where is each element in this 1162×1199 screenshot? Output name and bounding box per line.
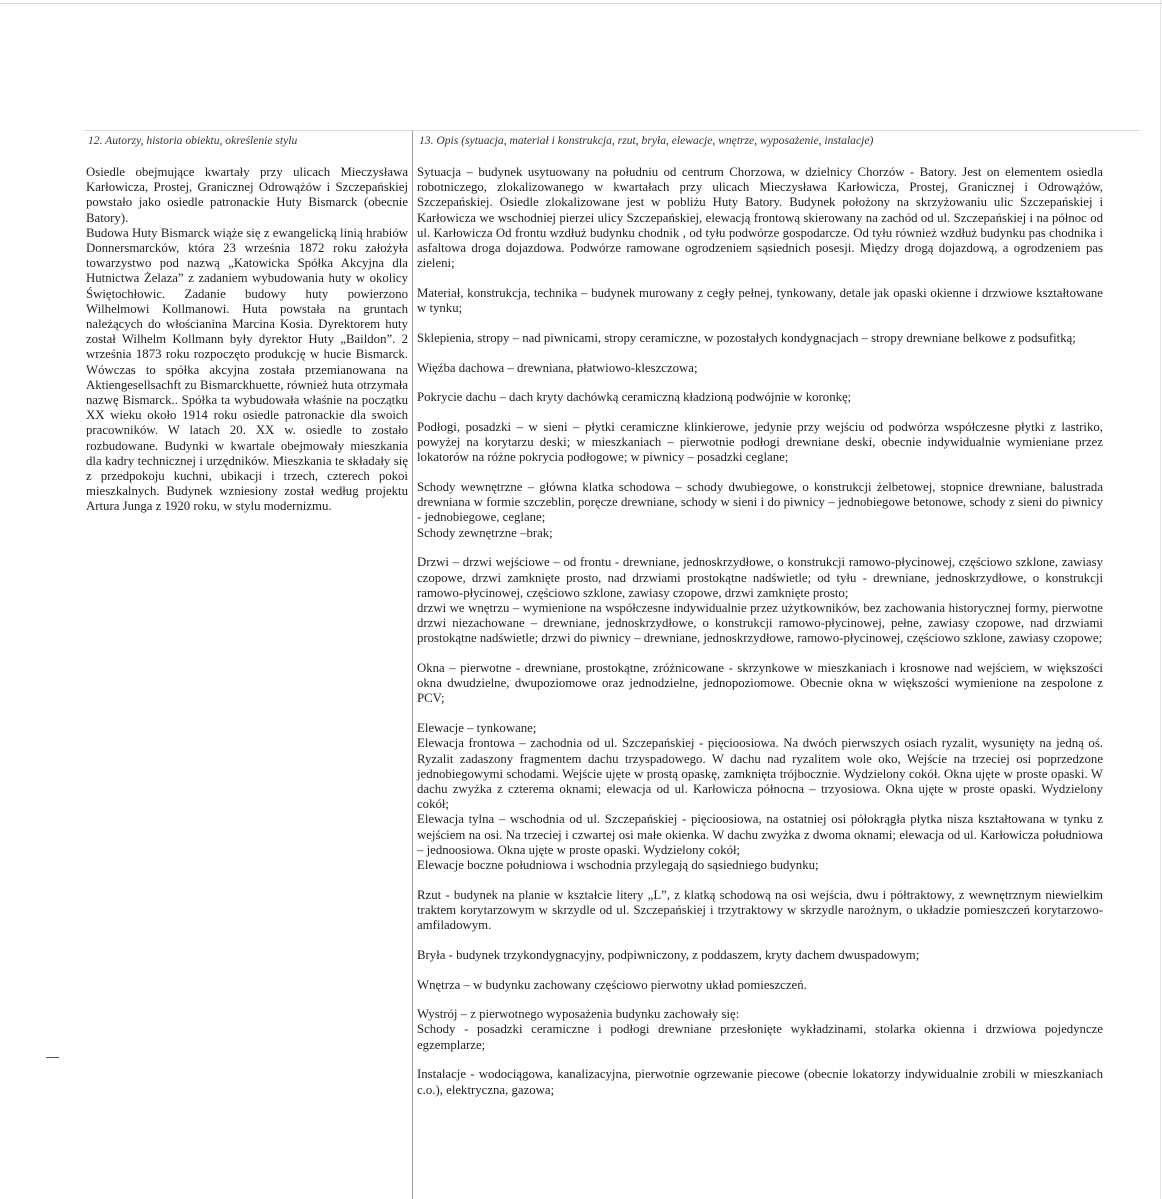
description-windows: Okna – pierwotne - drewniane, prostokątne, zróżnicowane - skrzynkowe w mieszkaniach i krosnowe nad wejściem, w większości okna dwudzielne, dwupoziomowe oraz jednodzielne, jednopoziomowe. Obecnie okna w większości wymienione na zespolone z PCV; bbox=[417, 661, 1107, 706]
description-stairs: Schody wewnętrzne – główna klatka schodowa – schody dwubiegowe, o konstrukcji żelbetowej, stopnice drewniane, balustrada drewniana w formie szczeblin, poręcze drewniane, schody w sieni i do piwnicy – jednobiegowe betonowe, schody z sieni do piwnicy - jednobiegowe, ceglane; Schody zewnętrzne –brak; bbox=[417, 480, 1103, 540]
table-top-border bbox=[84, 130, 1140, 131]
description-situation: Sytuacja – budynek usytuowany na południu od centrum Chorzowa, w dzielnicy Chorzów - Batory. Jest on elementem osiedla robotniczego, zlokalizowanego w kwartałach przy ulicach Mieczysława Karłowicza, Prostej, Granicznej i Odrowążów, Szczepańskiej. Osiedle zlokalizowane jest w pobliżu Huty Batory. Budynek położony na skrzyżowaniu ulic Szczepańskiej i Karłowicza we wschodniej pierzei ulicy Szczepańskiej, elewacją frontową skierowany na zachód od ul. Szczepańskiej i na północ od ul. Karłowicza Od frontu wzdłuż budynku chodnik , od tyłu podwórze gospodarcze. Od tyłu również wzdłuż budynku pas chodnika i asfaltowa droga dojazdowa. Podwórze ramowane ogrodzeniem sąsiednich posesji. Między drogą dojazdową, a ogrodzeniem pas zieleni; bbox=[417, 165, 1107, 271]
history-paragraph: Osiedle obejmujące kwartały przy ulicach Mieczysława Karłowicza, Prostej, Granicznej Odrowążów i Szczepańskiej powstało jako osiedle patronackie Huty Bismarck (obecnie Batory). bbox=[86, 165, 412, 225]
history-section-body bbox=[86, 165, 412, 515]
history-section-header: 12. Autorzy, historia obiektu, określenie stylu bbox=[88, 134, 298, 147]
description-floors: Podłogi, posadzki – w sieni – płytki ceramiczne klinkierowe, jedynie przy wejściu od podwórza współczesne płytki z lastriko, powyżej na korytarzu deski; w mieszkaniach – pierwotnie podłogi drewniane deski, obecnie indywidualnie wymieniane przez lokatorów na różne pokrycia podłogowe; w piwnicy – posadzki ceglane; bbox=[417, 419, 1107, 465]
description-massing: Bryła - budynek trzykondygnacyjny, podpiwniczony, z poddaszem, kryty dachem dwuspadowym; bbox=[417, 947, 920, 962]
column-divider bbox=[412, 131, 413, 1199]
description-section-header: 13. Opis (sytuacja, materiał i konstrukcja, rzut, bryła, elewacje, wnętrze, wyposażenie, instalacje) bbox=[419, 134, 874, 147]
description-roof-covering: Pokrycie dachu – dach kryty dachówką ceramiczną kładzioną podwójnie w koronkę; bbox=[417, 390, 852, 405]
description-material: Materiał, konstrukcja, technika – budynek murowany z cegły pełnej, tynkowany, detale jak opaski okienne i drzwiowe kształtowane w tynku; bbox=[417, 285, 1107, 316]
description-doors: Drzwi – drzwi wejściowe – od frontu - drewniane, jednoskrzydłowe, o konstrukcji ramowo-płycinowej, częściowo szklone, zawiasy czopowe, drzwi zamknięte prosto, nad drzwiami prostokątne nadświetle; od tyłu - drewniane, jednoskrzydłowe, o konstrukcji ramowo-płycinowej, częściowo szklone, zawiasy czopowe, drzwi zamknięte prosto; drzwi we wnętrzu – wymienione na współczesne indywidualnie przez użytkowników, bez zachowania historycznej formy, pierwotne drzwi niezachowane – drewniane, jednoskrzydłowe, o konstrukcji ramowo-płycinowej, pełne, zawiasy czopowe, nad drzwiami prostokątne nadświetle; drzwi do piwnicy – drewniane, jednoskrzydłowe, ramowo-płycinowej, częściowo szklone, zawiasy czopowe; bbox=[417, 555, 1103, 646]
description-interiors: Wnętrza – w budynku zachowany częściowo pierwotny układ pomieszczeń. bbox=[417, 977, 807, 992]
history-section bbox=[86, 133, 412, 515]
top-edge-rule bbox=[0, 3, 1162, 4]
description-ceilings: Sklepienia, stropy – nad piwnicami, stropy ceramiczne, w pozostałych kondygnacjach – stropy drewniane belkowe z podsufitką; bbox=[417, 330, 1076, 345]
description-section-body bbox=[417, 165, 1107, 1098]
description-installations: Instalacje - wodociągowa, kanalizacyjna, pierwotnie ogrzewanie piecowe (obecnie lokatorzy indywidualnie zrobili w mieszkaniach c.o.), elektryczna, gazowa; bbox=[417, 1067, 1107, 1097]
history-paragraph: Budowa Huty Bismarck wiąże się z ewangelicką linią hrabiów Donnersmarcków, która 23 września 1872 roku założyła towarzystwo pod nazwą „Katowicka Spółka Akcyjna dla Hutnictwa Żelaza” z zadaniem wybudowania huty w okolicy Świętochłowic. Zadanie budowy huty powierzono Wilhelmowi Kollmanowi. Huta powstała na gruntach należących do włościanina Marcina Kosia. Dyrektorem huty został Wilhelm Kollmann były dyrektor Huty „Baildon”. 2 września 1873 roku rozpoczęto produkcję w hucie Bismarck. Wówczas to spółka akcyjna została przemianowana na Aktiengesellsachft zu Bismarckhuette, również huta otrzymała nazwę Bismarck.. Spółka ta wybudowała właśnie na początku XX wieku około 1914 roku osiedle patronackie dla swoich pracowników. W latach 20. XX w. osiedle to zostało rozbudowane. Budynki w kwartale obejmowały mieszkania dla kadry technicznej i urzędników. Mieszkania te składały się z przedpokoju kuchni, ubikacji i trzech, czterech pokoi mieszkalnych. Budynek wzniesiony został według projektu Artura Junga z 1920 roku, w stylu modernizmu. bbox=[86, 225, 412, 514]
description-roof-truss: Więźba dachowa – drewniana, płatwiowo-kleszczowa; bbox=[417, 360, 698, 375]
description-section bbox=[417, 133, 1107, 1098]
right-edge-rule bbox=[1160, 0, 1161, 1199]
description-plan: Rzut - budynek na planie w kształcie litery „L”, z klatką schodową na osi wejścia, dwu i półtraktowy, z wewnętrznym niewielkim traktem korytarzowym w skrzydle od ul. Szczepańskiej i trzytraktowy w skrzydle narożnym, o układzie pomieszczeń korytarzowo-amfiladowym. bbox=[417, 887, 1107, 933]
description-furnishings: Wystrój – z pierwotnego wyposażenia budynku zachowały się: Schody - posadzki ceramiczne i podłogi drewniane przesłonięte wykładzinami, stolarka okienna i drzwiowa pojedyncze egzemplarze; bbox=[417, 1007, 1103, 1052]
margin-mark bbox=[46, 1057, 59, 1058]
description-elevations: Elewacje – tynkowane; Elewacja frontowa – zachodnia od ul. Szczepańskiej - pięcioosiowa. Na dwóch pierwszych osiach ryzalit, wysunięty na jedną oś. Ryzalit zadaszony fragmentem dachu trzyspadowego. W dachu nad ryzalitem wole oko, Wejście na trzeciej osi poprzedzone jednobiegowymi schodami. Wejście ujęte w prostą opaskę, zamknięta trójbocznie. Wydzielony cokół. Okna ujęte w proste opaski. W dachu zwyżka z czterema oknami; elewacja od ul. Karłowicza północna – trzyosiowa. Okna ujęte w proste opaski. Wydzielony cokół; Elewacja tylna – wschodnia od ul. Szczepańskiej - pięcioosiowa, na ostatniej osi półokrągła płytka nisza kształtowana w tynku z wejściem na osi. Na trzeciej i czwartej osi małe okienka. W dachu zwyżka z dwoma oknami; elewacja od ul. Karłowicza południowa – jednoosiowa. Okna ujęte w proste opaski. Wydzielony cokół; Elewacje boczne południowa i wschodnia przylegają do sąsiedniego budynku; bbox=[417, 721, 1103, 873]
